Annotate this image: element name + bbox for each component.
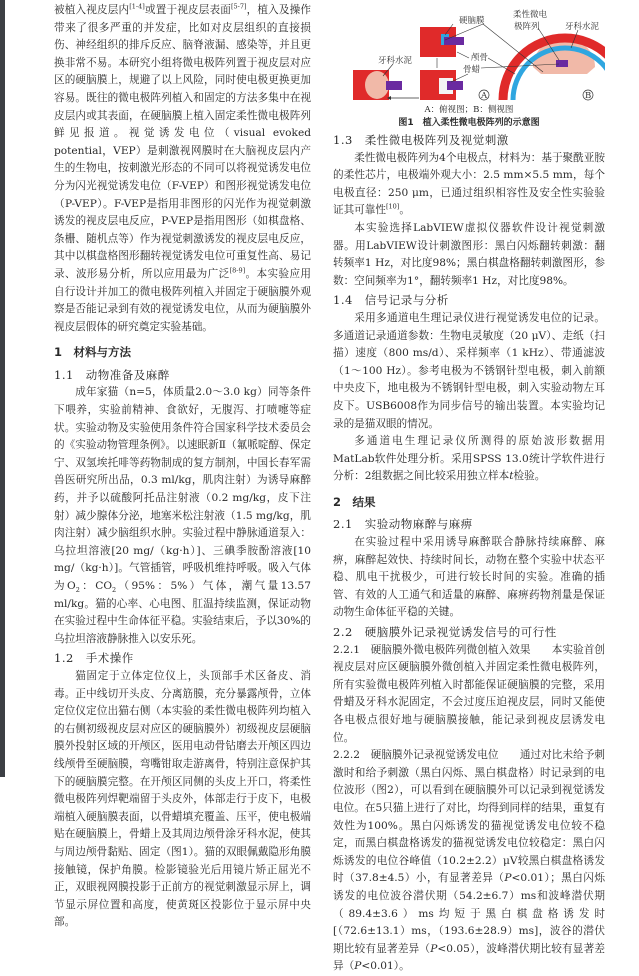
text: 或置于视皮层表面	[144, 4, 231, 16]
paragraph-signal-recording: 采用多通道电生理记录仪进行视觉诱发电位的记录。多通道记录通道参数：生物电灵敏度（20 μV）、走纸（扫描）速度（800 ms/d）、采样频率（1 kHz）、带通滤波（1～100 Hz）。参考电极为不锈钢针型电极，刺入前额中央皮下，地电极为不锈钢针型电极，刺入实验动物左耳皮下。USB6008作为同步信号的输出装置。本实验均记录的是猫双眼的情况。	[333, 311, 605, 430]
text: 通过对比未给予刺激时和给予刺激（黑白闪烁、黑白棋盘格）时记录到的电位波形（图2），可以看到在硬脑膜外可以记录到视觉诱发电位。在5只猫上进行了对比，均得到同样的结果，重复有效性为100%。黑白闪烁诱发的猫视觉诱发电位较不稳定，而黑白棋盘格诱发的猫视觉诱发电位较稳定：黑白闪烁诱发的电位谷峰值（10.2±2.2）μV较黑白棋盘格诱发时（37.8±4.5）小，有显著差异（	[333, 749, 605, 885]
citation[interactable]: [1-4]	[129, 2, 145, 11]
text: <0.05），波峰潜伏期比较有显著差异（	[333, 942, 606, 973]
intro-paragraph	[54, 2, 311, 336]
subscript: 2	[112, 586, 117, 595]
label-flex-array-line1: 柔性微电	[513, 10, 548, 20]
text: ，植入及操作带来了很多严重的并发症，比如对皮层组织的直接损伤、神经组织的排斥反应、脑脊液漏、感染等，并且更换非常不易。本研究小组将微电极阵列置于视皮层对应区的硬脑膜上，规避了以上风险，同时使电极更换更加容易。既往的微电极阵列植入和固定的方法多集中在视皮层内或其表面，在硬脑膜上植入固定柔性微电极阵列鲜见报道。视觉诱发电位（visual evoked potential，VEP）是刺激视网膜时在大脑视皮层内产生的生物电，按刺激光形态的不同可以将视觉诱发电位分为闪光视觉诱发电位（F-VEP）和图形视觉诱发电位（P-VEP）。F-VEP是指用非图形的闪光作为视觉刺激诱发的视皮层电反应，P-VEP是指用图形（如棋盘格、条栅、随机点等）作为视觉刺激诱发的视皮层电反应，其中以棋盘格图形翻转视觉诱发电位可重复性高、易记录、波形易分析，所以应用最为广泛	[54, 4, 311, 280]
text: 。本实验应用自行设计并加工的微电极阵列植入并固定于硬脑膜外观察是否能记录到有效的视觉诱发电位，从而为硬脑膜外视皮层假体的研究奠定实验基础。	[54, 267, 312, 333]
citation[interactable]: [10]	[385, 202, 400, 211]
italic-p: P	[504, 872, 512, 885]
italic-t: t	[509, 470, 514, 483]
subsection-heading-2-1: 2.1 实验动物麻醉与麻痹	[333, 517, 473, 532]
paragraph-anesthesia-result: 在实验过程中采用诱导麻醉联合静脉持续麻醉、麻痹，麻醉起效快、持续时间长，动物在整个实验中状态平稳、肌电干扰极少，可进行较长时间的实验。准确的插管、有效的人工通气和适量的麻醉、麻痹药物剂量是保证动物生命体征平稳的关键。	[333, 536, 605, 619]
subsection-heading-2-2: 2.2 硬脑膜外记录视觉诱发信号的可行性	[333, 625, 557, 640]
label-dura: 硬脑膜	[459, 16, 485, 26]
right-column	[333, 2, 605, 976]
left-column	[54, 2, 311, 932]
text: 多通道电生理记录仪所测得的原始波形数据用MatLab软件处理分析。采用SPSS 13.0统计学软件进行分析：2组数据之间比较采用独立样本	[333, 435, 605, 483]
subscript: 2	[75, 586, 80, 595]
label-bone-wax: 骨蜡	[463, 65, 481, 75]
figure-1-caption: 图1 植入柔性微电极阵列的示意图	[398, 118, 540, 128]
paragraph-analysis	[333, 433, 605, 486]
label-dental-cement-b: 牙科水泥	[565, 22, 600, 32]
text: 被植入视皮层内	[54, 4, 130, 16]
paragraph-vep-result	[333, 747, 605, 976]
subsection-heading-1-1: 1.1 动物准备及麻醉	[54, 367, 170, 382]
text: 成年家猫（n=5，体质量2.0～3.0 kg）同等条件下喂养，实验前精神、食欲好，无腹泻、打喷嚏等症状。实验动物及实验使用条件符合国家科学技术委员会的《实验动物管理条例》。以速眠新Ⅱ（氟哌啶醇、保定宁、双氢埃托啡等药物制成的复方制剂，中国长春军需兽医研究所出品，0.3 ml/kg，肌肉注射）为诱导麻醉药，并予以硫酸阿托品注射液（0.2 mg/kg，皮下注射）减少腺体分泌，地塞米松注射液（1.5 mg/kg，肌肉注射）减少脑组织水肿。实验过程中静脉通道泵入：乌拉坦溶液[20 mg/（kg·h）]、三碘季胺酚溶液[10 mg/（kg·h）]。气管插管，呼吸机维持呼吸。吸入气体为O	[54, 386, 311, 592]
electrode-mid	[447, 81, 463, 90]
text: 柔性微电极阵列为4个电极点，材料为：基于聚酰亚胺的柔性芯片，电极端外观大小：2.5 mm×5.5 mm，每个电极直径：250 μm，已通过组织相容性及安全性实验验证其可靠性	[333, 151, 605, 217]
paragraph-implant-result	[333, 642, 605, 748]
subsection-heading-1-2: 1.2 手术操作	[54, 651, 134, 666]
text: <0.01）；黑白闪烁诱发的电位波谷潜伏期（54.2±6.7）ms和波峰潜伏期（89.4±3.6）ms均短于黑白棋盘格诱发时[（72.6±13.1）ms，（193.6±28.9）ms]，波谷的潜伏期比较有显著差异（	[333, 872, 606, 955]
label-flex-array-line2: 极阵列	[514, 22, 540, 32]
italic-p: P	[354, 960, 362, 973]
electrode-left	[386, 81, 402, 90]
section-heading-results: 2 结果	[333, 494, 376, 509]
paragraph-visual-stimulus: 本实验选择LabVIEW虚拟仪器软件设计视觉刺激器。用LabVIEW设计刺激图形：黑白闪烁翻转刺激：翻转频率1 Hz，对比度98%；黑白棋盘格翻转刺激图形，参数：空间频率为1°，翻转频率1 Hz，对比度98%。	[333, 221, 605, 287]
panel-label-a: A	[481, 91, 488, 101]
text: （95%：5%）气体，潮气量13.57 ml/kg。猫的心率、心电图、肛温持续监测，保证动物在实验过程中生命体征平稳。实验结束后，予以30%的乌拉坦溶液静脉推入以安乐死。	[54, 580, 311, 645]
paragraph-animal-prep	[54, 384, 311, 648]
section-heading-methods: 1 材料与方法	[54, 345, 132, 360]
viewer-left-edge	[0, 0, 5, 777]
citation[interactable]: [8-9]	[229, 266, 246, 275]
subsection-heading-1-4: 1.4 信号记录与分析	[333, 293, 449, 308]
panel-label-b: B	[585, 91, 592, 101]
subsubsection-heading-2-2-2: 2.2.2 硬脑膜外记录视觉诱发电位	[333, 749, 499, 762]
text: <0.01）。	[361, 960, 410, 973]
figure-1-subcaption: A：俯视图；B：侧视图	[424, 105, 514, 115]
dental-cement-top-view	[365, 71, 389, 99]
label-skull: 颅骨	[471, 53, 489, 63]
paragraph-surgery: 猫固定于立体定位仪上，头顶部手术区备皮、消毒。正中线切开头皮、分离筋膜，充分暴露颅骨，立体定位仪定位出猫右侧（本实验的柔性微电极阵列均植入的右侧初级视皮层对应区的硬脑膜外）初级视皮层硬脑膜外投射区域的开颅区，医用电动骨钻磨去开颅区四边线颅骨至硬脑膜，弯嘴钳取走游离骨，特别注意保护其下的硬脑膜完整。在开颅区同侧的头皮上开口，将柔性微电极阵列焊靶端留于头皮外，体部走行于皮下，电极端植入硬脑膜表面，以骨蜡填充覆盖、压平，使电极端贴在硬脑膜上，骨蜡上及其周边颅骨涂牙科水泥，使其与周边颅骨黏贴、固定（图1）。猫的双眼佩戴隐形角膜接触镜，保护角膜。检影镜验光后用镜片矫正屈光不正，双眼视网膜投影于正前方的视觉刺激显示屏上，调节显示屏位置和高度，使黄斑区投影位于显示屏中央部。	[54, 669, 311, 929]
text: 检验。	[513, 470, 546, 483]
electrode-top	[444, 37, 464, 45]
text: 。	[399, 204, 410, 217]
citation[interactable]: [5-7]	[230, 2, 247, 11]
text: 本实验首创视皮层对应区硬脑膜外微创植入并固定柔性微电极阵列，所有实验微电极阵列植入时都能保证硬脑膜的完整，采用骨蜡及牙科水泥固定，不会过度压迫视皮层，同时又能使各电极点很好地与硬脑膜接触，能记录到视皮层诱发电位。	[333, 643, 605, 744]
subsection-heading-1-3: 1.3 柔性微电极阵列及视觉刺激	[333, 133, 509, 147]
label-dental-cement-a: 牙科水泥	[378, 56, 413, 66]
electrode-side	[556, 60, 568, 67]
text: ：CO	[79, 580, 113, 592]
subsubsection-heading-2-2-1: 2.2.1 硬脑膜外微电极阵列微创植入效果	[333, 643, 531, 656]
figure-1	[333, 2, 605, 102]
italic-p: P	[430, 942, 438, 955]
paragraph-electrode-array	[333, 150, 605, 220]
figure-1-diagram	[333, 2, 605, 102]
